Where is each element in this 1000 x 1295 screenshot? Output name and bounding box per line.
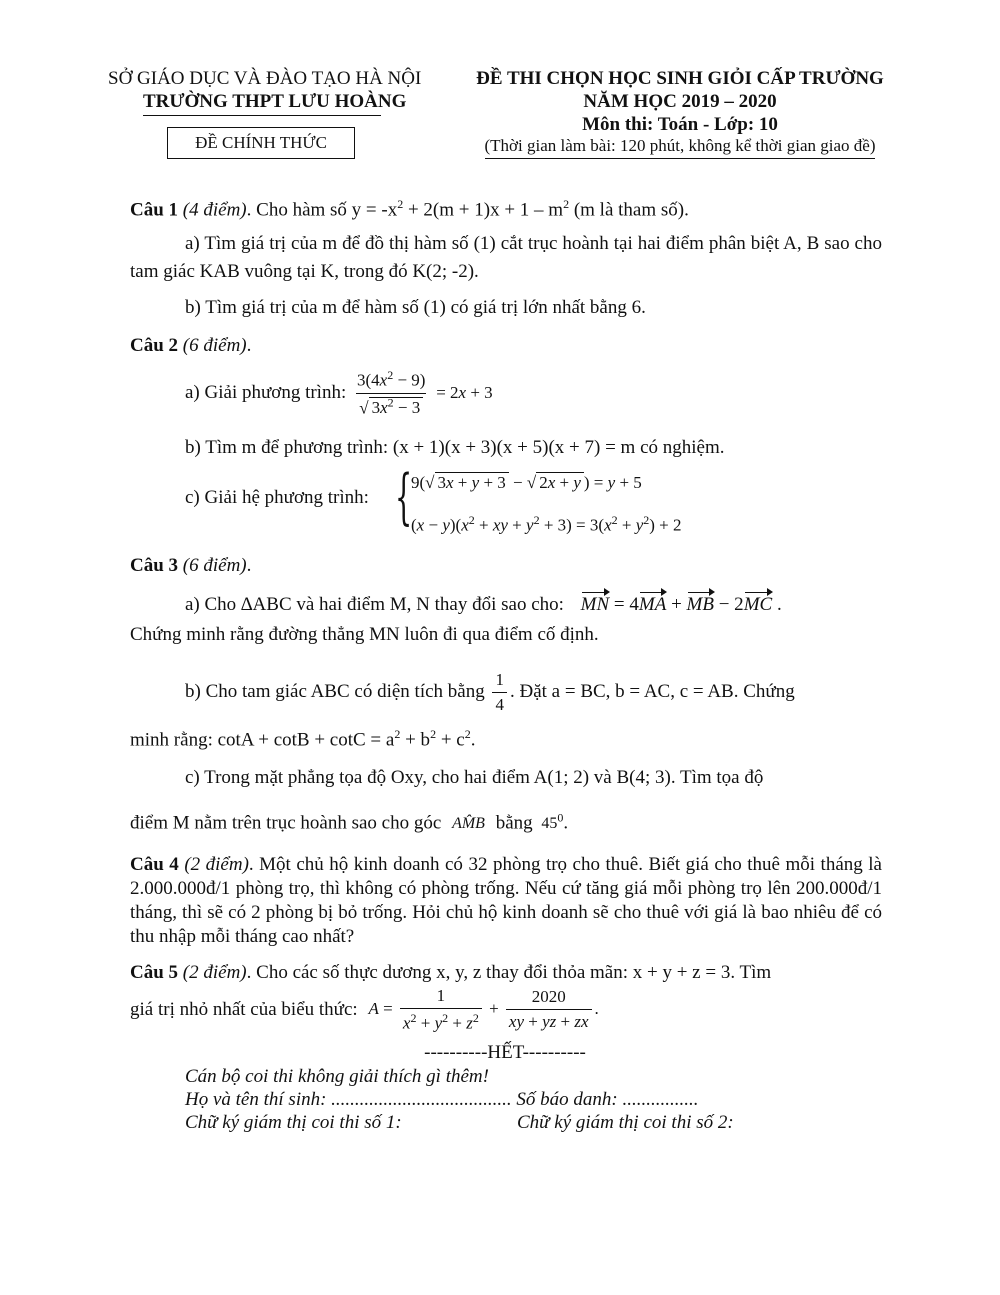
q2-label: Câu 2 <box>130 335 179 356</box>
q5-expression: A = $\frac{1}{x^2 + y^2 + z^2}$ + $\frac{2020}{xy + yz + zx}$ . <box>368 986 599 1033</box>
q1-part-a: a) Tìm giá trị của m để đồ thị hàm số (1) cắt trục hoành tại hai điểm phân biệt A, B sao cho tam giác KAB vuông tại K, trong đó K(2; -2). <box>130 233 882 282</box>
q2-a-text: a) Giải phương trình: <box>185 382 347 404</box>
question-2-heading: Câu 2 (6 điểm). <box>130 335 252 356</box>
q2-part-b: b) Tìm m để phương trình: (x + 1)(x + 3)(x + 5)(x + 7) = m có nghiệm. <box>185 437 725 458</box>
q1-points: (4 điểm) <box>182 199 247 221</box>
q2-points: (6 điểm) <box>182 335 247 356</box>
proctor-note: Cán bộ coi thi không giải thích gì thêm! <box>185 1066 489 1087</box>
school-name: TRƯỜNG THPT LƯU HOÀNG <box>143 91 381 116</box>
q1-label: Câu 1 <box>130 199 179 221</box>
q5-label: Câu 5 <box>130 962 179 983</box>
official-badge <box>167 127 355 159</box>
q3-c-text2: điểm M nằm trên trục hoành sao cho góc <box>130 812 442 834</box>
q3-part-c: c) Trong mặt phẳng tọa độ Oxy, cho hai điểm A(1; 2) và B(4; 3). Tìm tọa độ <box>185 767 764 788</box>
q4-text: . Một chủ hộ kinh doanh có 32 phòng trọ cho thuê. Biết giá cho thuê mỗi tháng là 2.000.000đ/1 phòng trọ, thì không có phòng trống. Nếu cứ tăng giá mỗi phòng trọ lên 200.000đ/1 tháng, thì sẽ có 2 phòng bị bỏ trống. Hỏi chủ hộ kinh doanh sẽ cho thuê với giá là bao nhiêu để có thu nhập mỗi tháng cao nhất? <box>130 854 882 947</box>
q5-line2 <box>130 986 599 1034</box>
school-year: NĂM HỌC 2019 – 2020 <box>583 91 777 112</box>
q1-part-b: b) Tìm giá trị của m để hàm số (1) có giá trị lớn nhất bằng 6. <box>185 297 646 318</box>
time-line <box>465 136 895 159</box>
q3-a-text: a) Cho ∆ABC và hai điểm M, N thay đổi sao cho: <box>185 594 564 615</box>
q3-label: Câu 3 <box>130 555 179 576</box>
question-4 <box>130 853 882 949</box>
q3-part-a: a) Cho ∆ABC và hai điểm M, N thay đổi sao cho: MN = 4MA + MB − 2MC . <box>185 594 782 615</box>
question-1-heading: Câu 1 (4 điểm). Cho hàm số $y = -x^2 + 2(m + 1)x + 1 - m^2$ (m là tham số). <box>130 197 689 221</box>
q3-part-b-line2: minh rằng: $\cot A + \cot B + \cot C = a^2 + b^2 + c^2$. <box>130 727 476 751</box>
exam-title: ĐỀ THI CHỌN HỌC SINH GIỎI CẤP TRƯỜNG <box>476 68 884 89</box>
question-3-heading: Câu 3 (6 điểm). <box>130 555 252 576</box>
q3-points: (6 điểm) <box>182 555 247 576</box>
time-text: (Thời gian làm bài: 120 phút, không kể thời gian giao đề) <box>485 136 876 159</box>
q3-part-c-line2: điểm M nằm trên trục hoành sao cho góc AM̂B bằng $45^0$. <box>130 811 569 834</box>
q5-points: (2 điểm) <box>182 962 247 983</box>
q2-a-equation: $\frac{3(4x^2 - 9)}{√ 3x^2 - 3}$ <box>356 368 426 418</box>
q3-part-a-line2: Chứng minh rằng đường thẳng MN luôn đi qua điểm cố định. <box>130 624 599 645</box>
q4-label: Câu 4 <box>130 854 179 875</box>
q5-text: . Cho các số thực dương x, y, z thay đổi thỏa mãn: x + y + z = 3. Tìm <box>246 962 772 983</box>
q3-c-text3: bằng <box>495 812 533 834</box>
q3-b-text2: . Đặt a = BC, b = AC, c = AB. Chứng <box>509 680 795 702</box>
q3-b-fraction: $\frac{1}{4}$ <box>492 670 507 715</box>
q2-part-a: a) Giải phương trình: $\frac{3(4x^2 - 9)}{√ 3x^2 - 3}$ = 2x + 3 <box>185 368 493 418</box>
candidate-info: Họ và tên thí sinh: ...................................... Số báo danh: ................ <box>185 1089 699 1110</box>
q3-part-b <box>185 670 795 715</box>
q5-text2: giá trị nhỏ nhất của biểu thức: <box>130 998 358 1020</box>
end-marker: ----------HẾT---------- <box>424 1042 586 1063</box>
signature-1: Chữ ký giám thị coi thi số 1: <box>185 1112 402 1133</box>
question-5-heading <box>130 961 882 985</box>
signature-2: Chữ ký giám thị coi thi số 2: <box>517 1112 734 1133</box>
subject-line: Môn thi: Toán - Lớp: 10 <box>582 114 778 135</box>
official-label: ĐỀ CHÍNH THỨC <box>195 133 327 152</box>
department-name: SỞ GIÁO DỤC VÀ ĐÀO TẠO HÀ NỘI <box>108 68 422 89</box>
q2-part-c: c) Giải hệ phương trình: <box>185 487 369 508</box>
q3-b-text: b) Cho tam giác ABC có diện tích bằng <box>185 680 485 702</box>
q4-points: (2 điểm) <box>184 854 249 875</box>
